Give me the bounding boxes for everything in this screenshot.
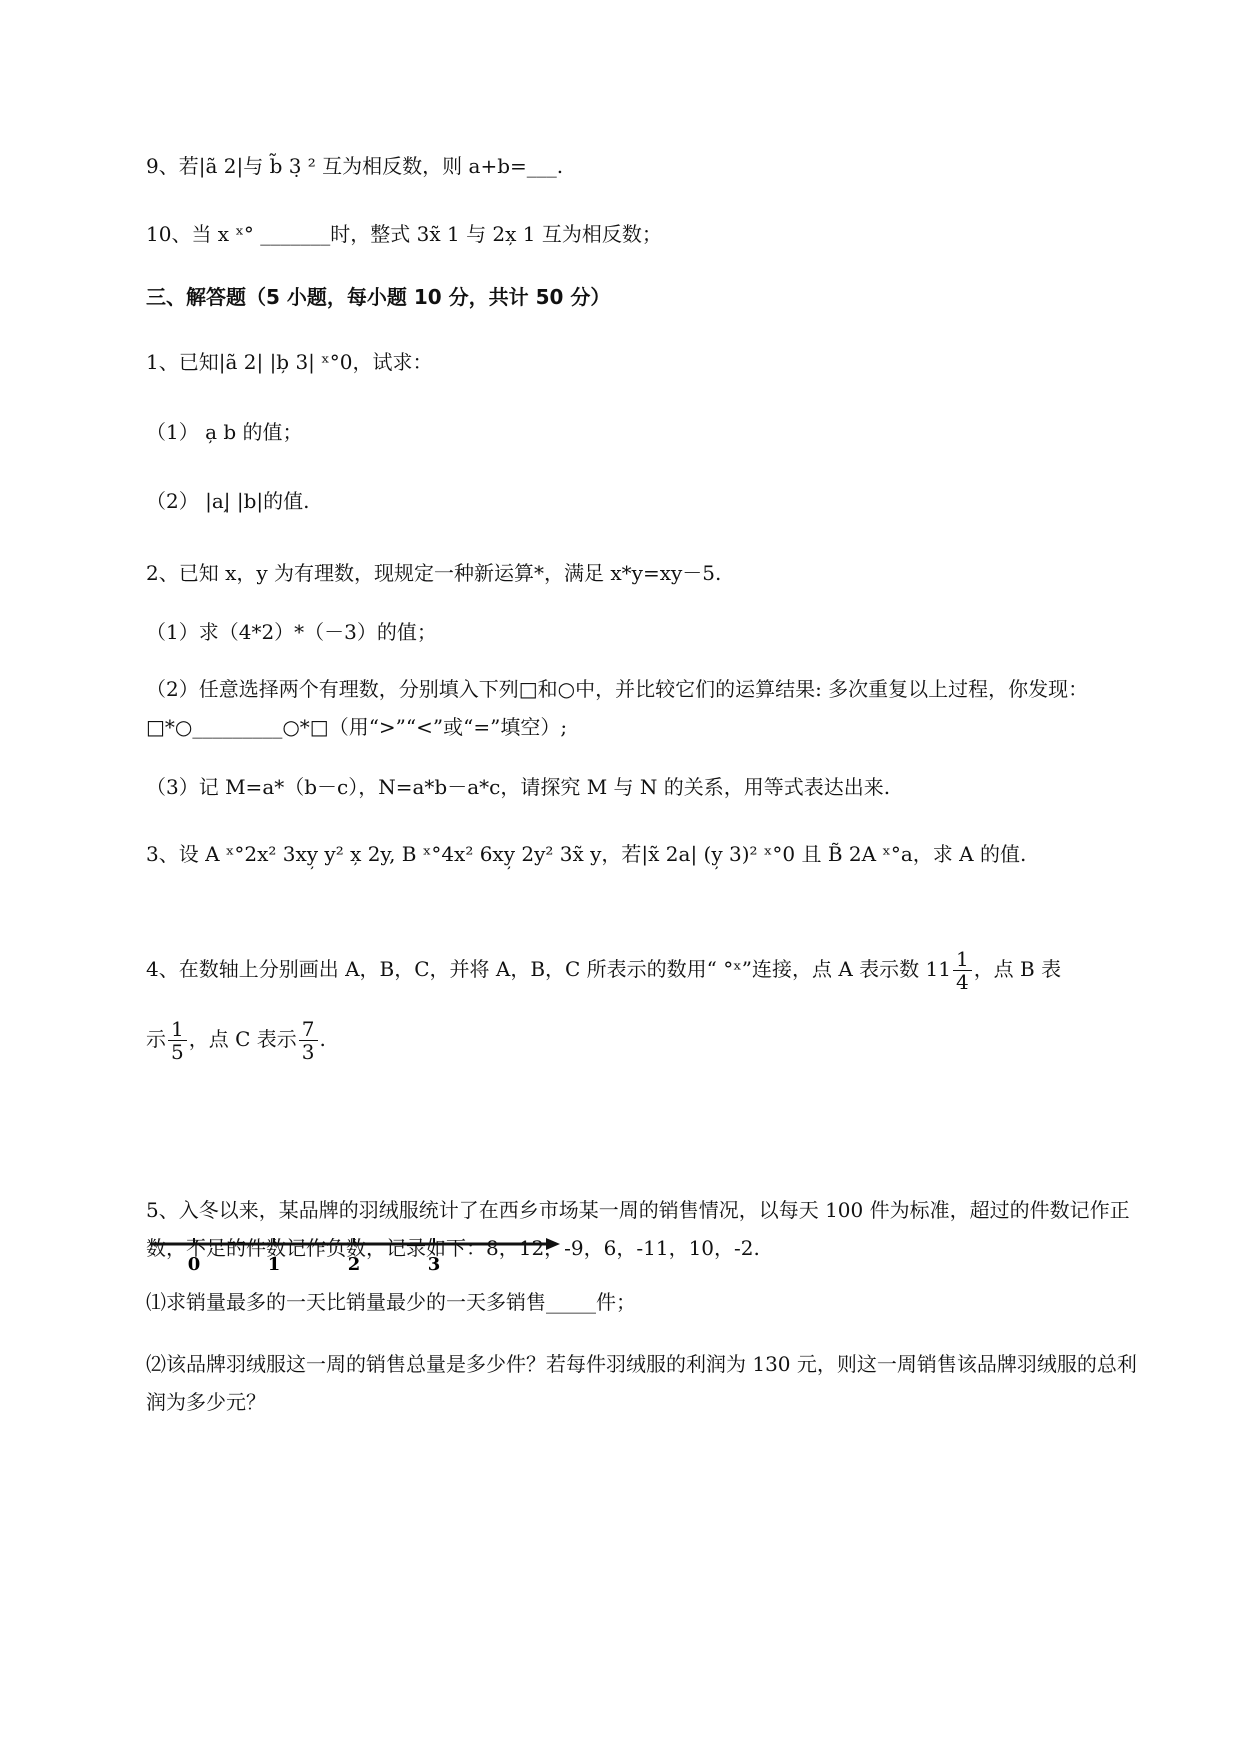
problem-5-stem: 5、入冬以来，某品牌的羽绒服统计了在西乡市场某一周的销售情况，以每天 100 件为标准，超过的件数记作正数，不足的件数记作负数，记录如下：8，12，-9，6，-11，10，-2. xyxy=(146,1198,1130,1260)
problem-5-part-2: ⑵该品牌羽绒服这一周的销售总量是多少件？若每件羽绒服的利润为 130 元，则这一周销售该品牌羽绒服的总利润为多少元？ xyxy=(146,1352,1137,1414)
fraction-one-fifth xyxy=(168,1018,187,1063)
number-line-tick-label: 1 xyxy=(267,1254,281,1275)
fraction-numerator: 7 xyxy=(299,1018,318,1041)
problem-2-part-1: （1）求（4*2）*（－3）的值； xyxy=(146,620,437,644)
problem-4-text-a: 4、在数轴上分别画出 A，B，C，并将 A，B，C 所表示的数用“ °ˣ”连接，点 A 表示数 1 xyxy=(146,957,939,981)
problem-1-stem: 1、已知|ã 2| |b̦ 3| ˣ°0，试求： xyxy=(146,350,433,374)
problem-4-text-b: ，点 B 表 xyxy=(973,957,1062,981)
question-10: 10、当 x ˣ° _______时，整式 3x̃ 1 与 2x̦ 1 互为相反数； xyxy=(146,222,662,246)
mixed-number-whole: 1 xyxy=(938,957,951,981)
problem-4-text-d: ，点 C 表示 xyxy=(188,1027,297,1051)
fraction-denominator: 4 xyxy=(955,970,969,994)
problem-1-part-2: （2） |a|̦ |b|的值. xyxy=(146,489,310,513)
number-line-tick-label: 3 xyxy=(427,1254,441,1275)
problem-1-part-1: （1） a̦ b 的值； xyxy=(146,420,303,444)
problem-2-part-3: （3）记 M=a*（b－c），N=a*b－a*c，请探究 M 与 N 的关系，用等式表达出来. xyxy=(146,775,891,799)
number-line-tick-label: 2 xyxy=(347,1254,361,1275)
fraction-numerator: 1 xyxy=(953,948,972,971)
problem-4-text-e: . xyxy=(319,1027,326,1051)
question-9: 9、若|ã 2|与 b̃ 3̣ ² 互为相反数，则 a+b=___. xyxy=(146,154,564,178)
problem-4-text-c: 示 xyxy=(146,1027,166,1051)
problem-4-line-2 xyxy=(146,1018,326,1063)
fraction-one-quarter xyxy=(953,948,972,993)
problem-2-stem: 2、已知 x，y 为有理数，现规定一种新运算*，满足 x*y=xy－5. xyxy=(146,561,722,585)
problem-4-line-1 xyxy=(146,948,1061,993)
fraction-denominator: 3 xyxy=(301,1040,315,1064)
section-3-title: 三、解答题（5 小题，每小题 10 分，共计 50 分） xyxy=(146,285,611,309)
fraction-seven-thirds xyxy=(299,1018,318,1063)
problem-5-part-1: ⑴求销量最多的一天比销量最少的一天多销售_____件； xyxy=(146,1290,636,1314)
number-line-tick-label: 0 xyxy=(187,1254,201,1275)
fraction-denominator: 5 xyxy=(171,1040,184,1064)
problem-2-part-2: （2）任意选择两个有理数，分别填入下列□和○中，并比较它们的运算结果: 多次重复以上过程，你发现：□*○_________○*□（用“>”“<”或“=”填空）; xyxy=(146,677,1089,739)
fraction-numerator: 1 xyxy=(168,1018,187,1041)
problem-3: 3、设 A ˣ°2x² 3xy̦ y² x̦ 2y, B ˣ°4x² 6xy̦ 2y² 3x̃ y，若|x̃ 2a| (y̦ 3)² ˣ°0 且 B̃ 2A ˣ°a，求 A 的值. xyxy=(146,842,1027,866)
